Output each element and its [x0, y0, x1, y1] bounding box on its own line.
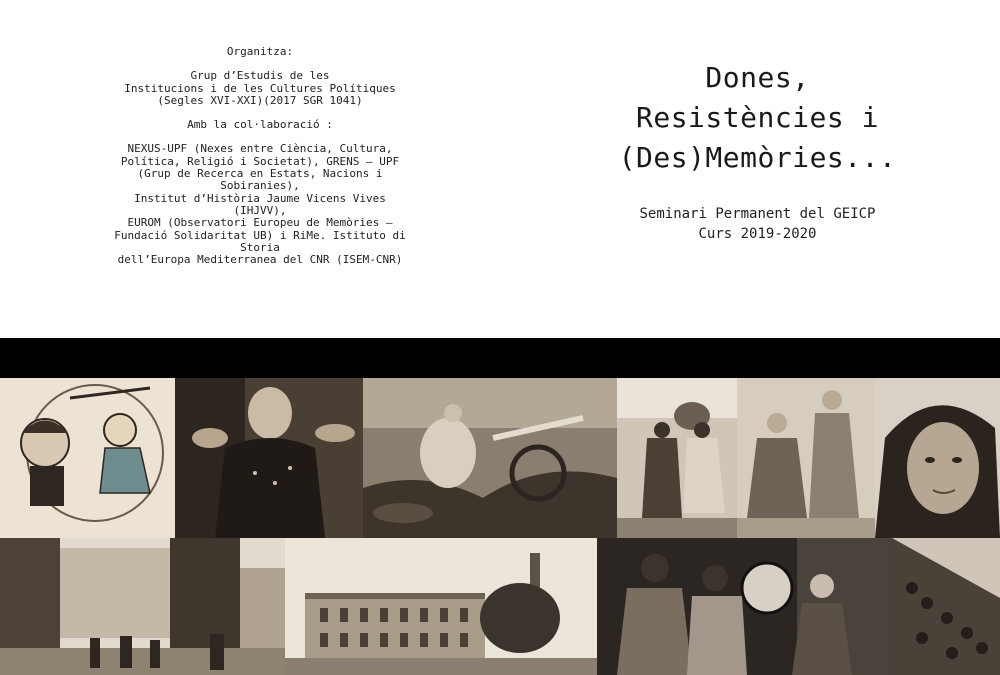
subtitle-block	[585, 204, 930, 244]
woman-portrait-photo	[875, 378, 1000, 538]
african-women-photo	[597, 538, 892, 675]
battle-painting	[363, 378, 617, 538]
collaboration-heading: Amb la col·laboració :	[187, 118, 333, 132]
title-block	[585, 58, 930, 244]
building-photo	[285, 538, 597, 675]
cartoon-illustration	[0, 378, 175, 538]
black-band	[0, 338, 1000, 378]
organizers-heading: Organitza:	[226, 45, 294, 58]
photo-collage	[0, 378, 1000, 675]
course-year: Curs 2019-2020	[698, 226, 817, 242]
costumed-figures-photo	[737, 378, 875, 538]
page-title: Dones, Resistències i (Des)Memòries...	[618, 61, 897, 174]
organizers-block	[105, 46, 415, 266]
street-scene-photo	[0, 538, 285, 675]
elderly-woman-photo	[175, 378, 363, 538]
organizer-group: Grup d’Estudis de les Institucions i de les Cultures Polítiques (Segles XVI-XXI)(2017 SGR 1041)	[124, 69, 396, 107]
seminar-name: Seminari Permanent del GEICP	[639, 206, 876, 222]
market-women-photo	[617, 378, 737, 538]
collaborators-list: NEXUS-UPF (Nexes entre Ciència, Cultura, Política, Religió i Societat), GRENS — UPF (Grup de Recerca en Estats, Nacions i Sobiranies), Institut d’Història Jaume Vicens Vives (IHJVV), EUROM (Observatori Europeu de Memòries — Fundació Solidaritat UB) i RiMe. Istituto di Storia dell’Europa Mediterranea del CNR (ISEM-CNR)	[114, 142, 406, 267]
crowd-photo	[892, 538, 1000, 675]
